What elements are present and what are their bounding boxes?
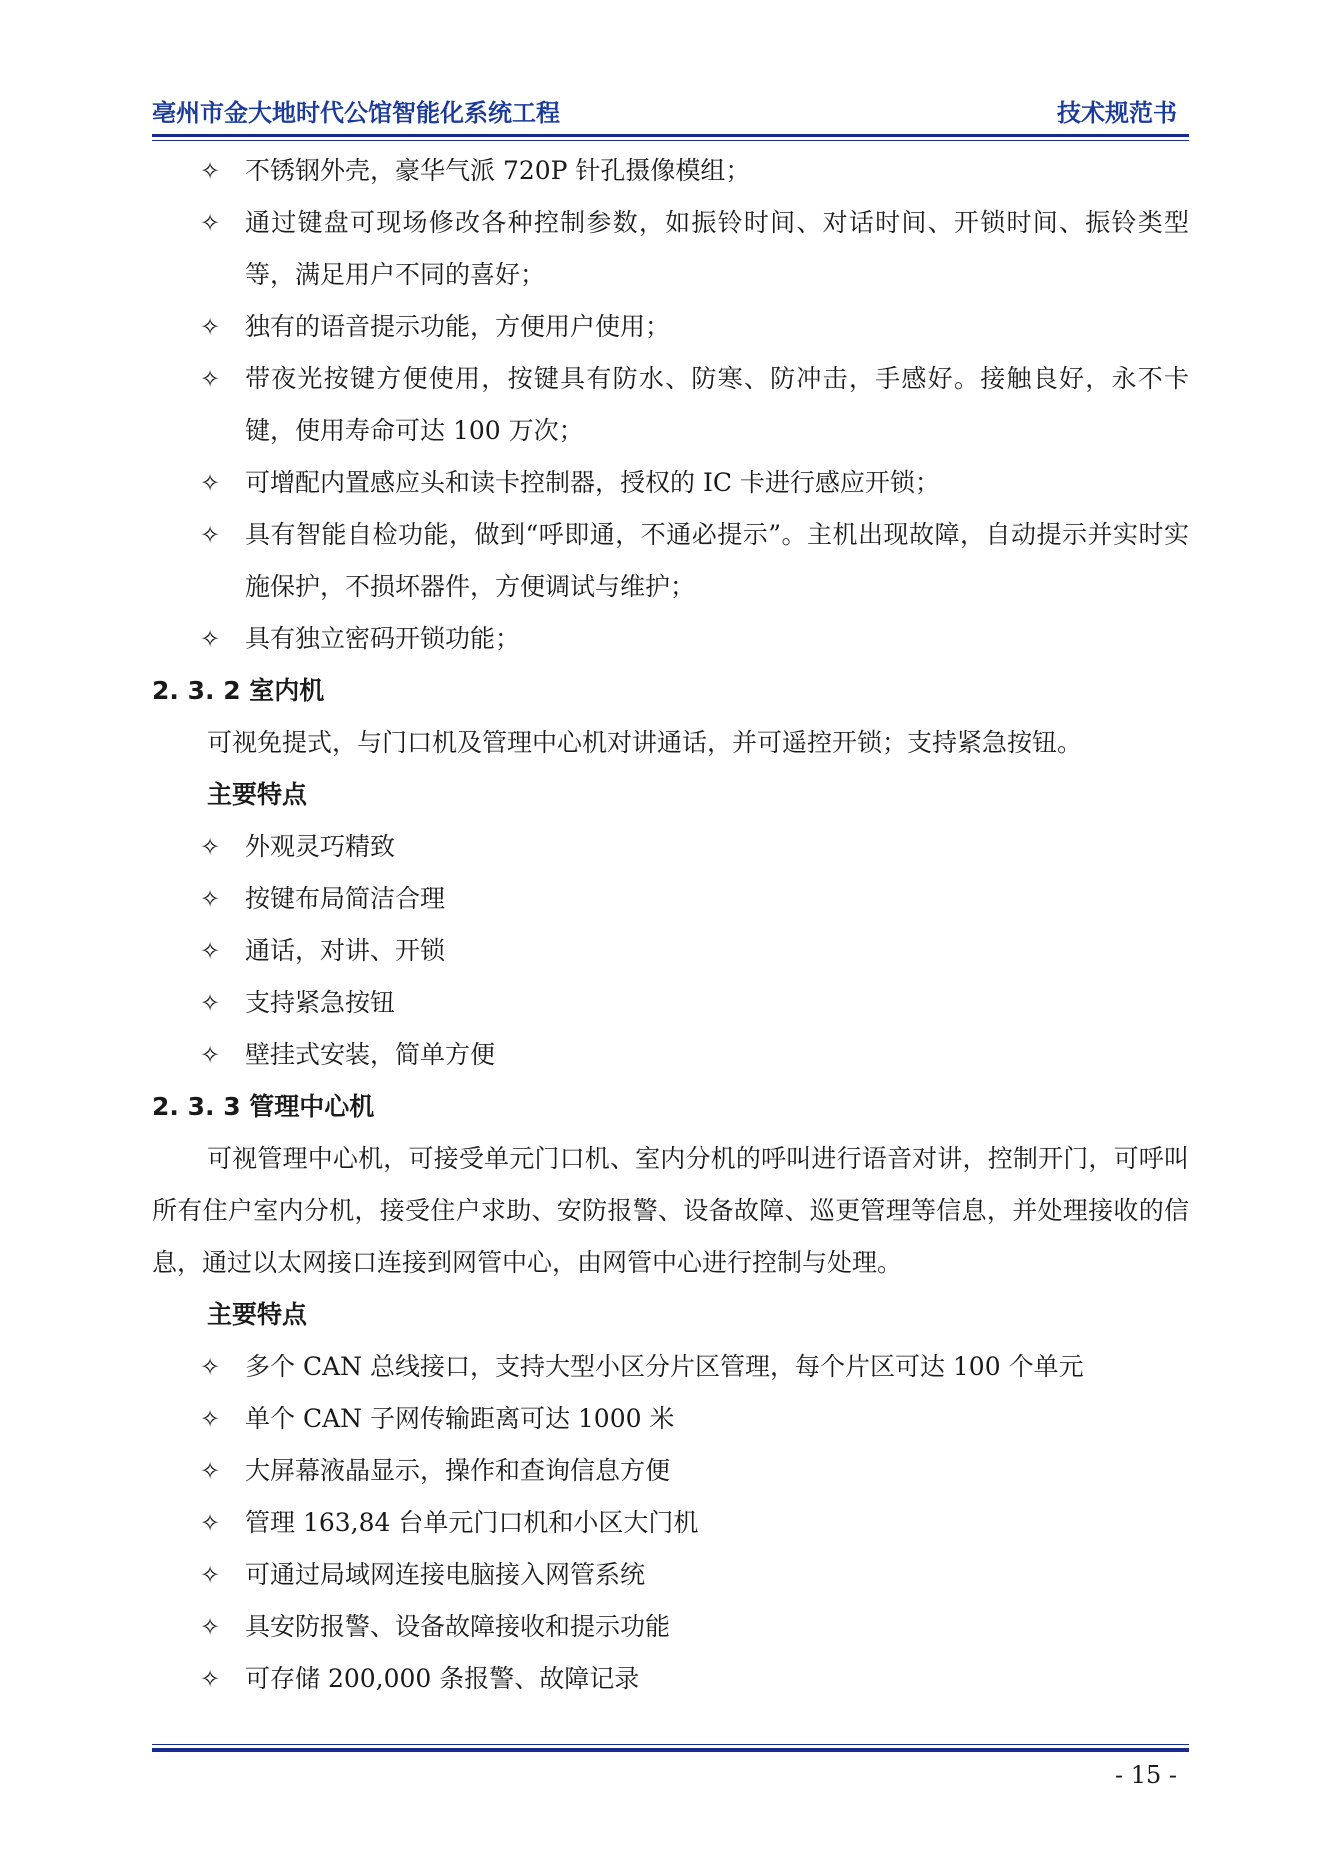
list-item: ✧ 支持紧急按钮 — [152, 977, 1189, 1029]
diamond-bullet-icon: ✧ — [200, 157, 221, 185]
list-item: ✧ 按键布局简洁合理 — [152, 873, 1189, 925]
diamond-bullet-icon: ✧ — [200, 313, 221, 341]
footer-rule-thin — [152, 1744, 1189, 1745]
section-heading-2-3-2: 2. 3. 2 室内机 — [152, 676, 325, 705]
section-paragraph: 可视免提式，与门口机及管理中心机对讲通话，并可遥控开锁；支持紧急按钮。 — [207, 728, 1083, 757]
list-item: ✧ 独有的语音提示功能，方便用户使用； — [152, 301, 1189, 353]
diamond-bullet-icon: ✧ — [200, 1041, 221, 1069]
diamond-bullet-icon: ✧ — [200, 1665, 221, 1693]
diamond-bullet-icon: ✧ — [200, 1509, 221, 1537]
list-item: ✧ 单个 CAN 子网传输距离可达 1000 米 — [152, 1393, 1189, 1445]
footer-rule-thick — [152, 1748, 1189, 1752]
diamond-bullet-icon: ✧ — [200, 1561, 221, 1589]
page-body — [152, 145, 1189, 1705]
diamond-bullet-icon: ✧ — [200, 833, 221, 861]
list-item: ✧ 通话，对讲、开锁 — [152, 925, 1189, 977]
diamond-bullet-icon: ✧ — [200, 937, 221, 965]
list-item: ✧ 不锈钢外壳，豪华气派 720P 针孔摄像模组； — [152, 145, 1189, 197]
diamond-bullet-icon: ✧ — [200, 1457, 221, 1485]
document-title: 亳州市金大地时代公馆智能化系统工程 — [152, 99, 560, 127]
features-label: 主要特点 — [207, 780, 308, 809]
list-item: ✧ 外观灵巧精致 — [152, 821, 1189, 873]
diamond-bullet-icon: ✧ — [200, 625, 221, 653]
section-heading-2-3-3: 2. 3. 3 管理中心机 — [152, 1092, 375, 1121]
diamond-bullet-icon: ✧ — [200, 1405, 221, 1433]
diamond-bullet-icon: ✧ — [200, 1613, 221, 1641]
diamond-bullet-icon: ✧ — [200, 365, 221, 393]
section-paragraph: 可视管理中心机，可接受单元门口机、室内分机的呼叫进行语音对讲，控制开门，可呼叫所有住户室内分机，接受住户求助、安防报警、设备故障、巡更管理等信息，并处理接收的信息，通过以太网接口连接到网管中心，由网管中心进行控制与处理。 — [152, 1144, 1189, 1277]
diamond-bullet-icon: ✧ — [200, 1353, 221, 1381]
diamond-bullet-icon: ✧ — [200, 469, 221, 497]
diamond-bullet-icon: ✧ — [200, 521, 221, 549]
features-label: 主要特点 — [207, 1300, 308, 1329]
list-item: ✧ 可增配内置感应头和读卡控制器，授权的 IC 卡进行感应开锁； — [152, 457, 1189, 509]
list-item: ✧ 管理 163,84 台单元门口机和小区大门机 — [152, 1497, 1189, 1549]
list-item: ✧ 通过键盘可现场修改各种控制参数，如振铃时间、对话时间、开锁时间、振铃类型等，满足用户不同的喜好； — [152, 197, 1189, 301]
header-rule-thin — [152, 140, 1189, 141]
diamond-bullet-icon: ✧ — [200, 209, 221, 237]
diamond-bullet-icon: ✧ — [200, 885, 221, 913]
list-item: ✧ 具有智能自检功能，做到“呼即通，不通必提示”。主机出现故障，自动提示并实时实施保护，不损坏器件，方便调试与维护； — [152, 509, 1189, 613]
intro-bullet-list — [152, 145, 1189, 665]
list-item: ✧ 具安防报警、设备故障接收和提示功能 — [152, 1601, 1189, 1653]
page-number: - 15 - — [1114, 1761, 1177, 1789]
list-item: ✧ 大屏幕液晶显示，操作和查询信息方便 — [152, 1445, 1189, 1497]
header-rule-thick — [152, 134, 1189, 137]
features-list — [152, 1341, 1189, 1705]
diamond-bullet-icon: ✧ — [200, 989, 221, 1017]
list-item: ✧ 多个 CAN 总线接口，支持大型小区分片区管理，每个片区可达 100 个单元 — [152, 1341, 1189, 1393]
list-item: ✧ 具有独立密码开锁功能； — [152, 613, 1189, 665]
list-item: ✧ 壁挂式安装，简单方便 — [152, 1029, 1189, 1081]
document-type: 技术规范书 — [1057, 99, 1177, 127]
list-item: ✧ 可存储 200,000 条报警、故障记录 — [152, 1653, 1189, 1705]
list-item: ✧ 可通过局域网连接电脑接入网管系统 — [152, 1549, 1189, 1601]
list-item: ✧ 带夜光按键方便使用，按键具有防水、防寒、防冲击，手感好。接触良好，永不卡键，使用寿命可达 100 万次； — [152, 353, 1189, 457]
features-list — [152, 821, 1189, 1081]
